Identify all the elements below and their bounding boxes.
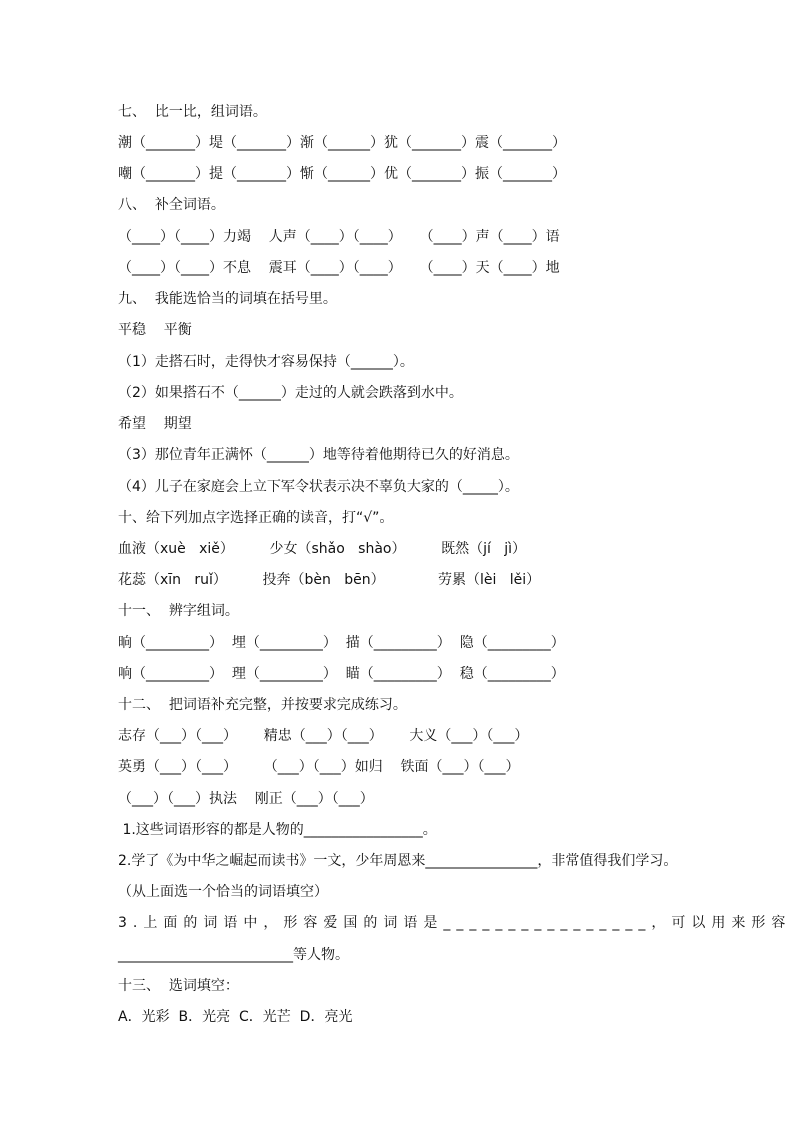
section-9-word-choices-1: 平稳 平衡	[118, 322, 192, 338]
section-8-row-1: （____）（____）力竭 人声（____）（____） （____）声（____）语	[118, 229, 560, 245]
section-11-row-1: 晌（_________） 埋（_________） 描（_________） 隐（_________）	[118, 635, 565, 651]
section-8-row-2: （____）（____）不息 震耳（____）（____） （____）天（____）地	[118, 260, 560, 276]
section-7-title: 七、 比一比，组词语。	[118, 104, 267, 120]
section-12-row-2: 英勇（___）（___） （___）（___）如归 铁面（___）（___）	[118, 759, 520, 775]
section-12-question-3: 3.上面的词语中，形容爱国的词语是________________，可以用来形容	[118, 915, 792, 931]
section-13-title: 十三、 选词填空：	[118, 978, 239, 994]
section-9-word-choices-2: 希望 期望	[118, 416, 192, 432]
section-9-title: 九、 我能选恰当的词填在括号里。	[118, 291, 337, 307]
section-9-question-4: （4）儿子在家庭会上立下军令状表示决不辜负大家的（_____）。	[118, 479, 519, 495]
section-10-row-1: 血液（xuè xiě） 少女（shǎo shào） 既然（jí jì）	[118, 541, 526, 557]
section-12-title: 十二、 把词语补充完整，并按要求完成练习。	[118, 697, 407, 713]
section-10-title: 十、给下列加点字选择正确的读音，打“√”。	[118, 510, 394, 526]
section-12-question-2-note: （从上面选一个恰当的词语填空）	[118, 884, 328, 900]
section-9-question-3: （3）那位青年正满怀（______）地等待着他期待已久的好消息。	[118, 447, 519, 463]
section-9-question-1: （1）走搭石时，走得快才容易保持（______）。	[118, 354, 414, 370]
section-13-options: A．光彩 B．光亮 C．光芒 D．亮光	[118, 1009, 353, 1025]
section-12-row-1: 志存（___）（___） 精忠（___）（___） 大义（___）（___）	[118, 728, 529, 744]
section-11-title: 十一、 辨字组词。	[118, 603, 239, 619]
section-7-row-1: 潮（_______）堤（_______）渐（______）犹（_______）震（_______）	[118, 135, 566, 151]
section-8-title: 八、 补全词语。	[118, 197, 225, 213]
section-12-question-2: 2.学了《为中华之崛起而读书》一文，少年周恩来________________，非常值得我们学习。	[118, 853, 678, 869]
section-12-question-1: 1.这些词语形容的都是人物的_________________。	[118, 822, 437, 838]
section-10-row-2: 花蕊（xīn ruǐ） 投奔（bèn bēn） 劳累（lèi lěi）	[118, 572, 541, 588]
section-11-row-2: 响（_________） 理（_________） 瞄（_________） 稳（_________）	[118, 666, 565, 682]
section-12-question-3-cont: _________________________等人物。	[118, 947, 349, 963]
section-12-row-3: （___）（___）执法 刚正（___）（___）	[118, 791, 374, 807]
section-9-question-2: （2）如果搭石不（______）走过的人就会跌落到水中。	[118, 385, 463, 401]
section-7-row-2: 嘲（_______）提（_______）惭（______）优（_______）振（_______）	[118, 166, 566, 182]
